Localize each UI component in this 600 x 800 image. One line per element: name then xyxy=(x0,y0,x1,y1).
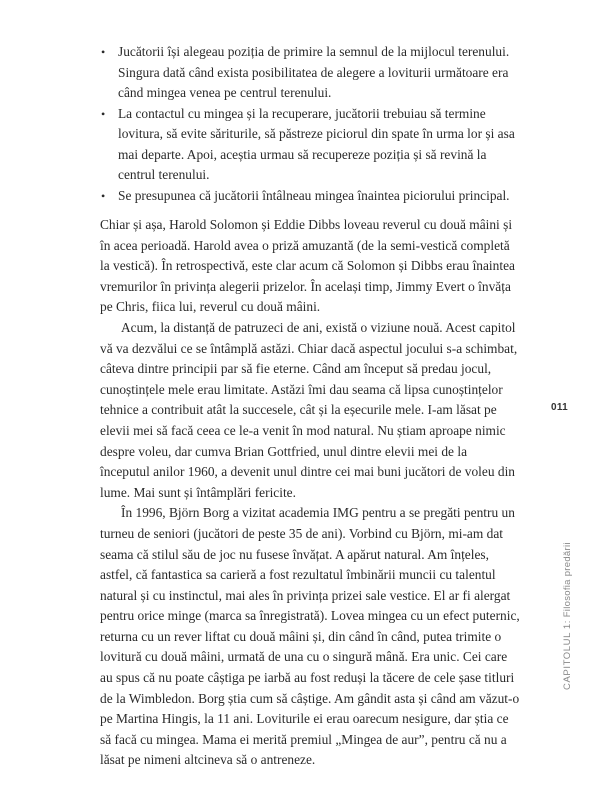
bullet-item xyxy=(100,186,520,207)
bullet-dot: • xyxy=(101,188,106,203)
running-head xyxy=(562,542,573,690)
running-head-title: Filosofia predării xyxy=(562,542,573,621)
running-head-separator: : xyxy=(562,620,573,624)
running-head-chapter: CAPITOLUL 1 xyxy=(562,623,573,690)
paragraph: În 1996, Björn Borg a vizitat academia IMG pentru a se pregăti pentru un turneu de seniori (jucători de peste 35 de ani). Vorbind cu Björn, mi-am dat seama că stilul său de joc nu fusese învățat. A apărut natural. Am înțeles, astfel, că fantastica sa carieră a fost rezultatul îmbinării muncii cu talentul natural și cu instinctul, mai ales în privința prizei sale vestice. El ar fi alergat pentru orice minge (marca sa înregistrată). Lovea mingea cu un efect puternic, returna cu un rever liftat cu două mâini și, din când în când, putea trimite o lovitură cu două mâini, urmată de una cu o singură mână. Era unic. Cei care au spus că nu poate câștiga pe iarbă au fost reduși la tăcere de cele șase titluri de la Wimbledon. Borg știa cum să câștige. Am gândit asta și când am văzut-o pe Martina Hingis, la 11 ani. Loviturile ei erau oarecum nesigure, dar știa ce să facă cu mingea. Mama ei merită premiul „Mingea de aur”, pentru că nu a lăsat pe nimeni altcineva să o antreneze. xyxy=(100,505,520,768)
bullet-text: La contactul cu mingea și la recuperare, jucătorii trebuiau să termine lovitura, să evite săriturile, să păstreze piciorul din spate în urma lor și asa mai departe. Apoi, aceștia urmau să recupereze poziția și să revină la centrul terenului. xyxy=(118,105,515,182)
bullet-list xyxy=(100,42,520,206)
paragraph: Acum, la distanță de patruzeci de ani, există o viziune nouă. Acest capitol vă va dezvălui ce se întâmplă astăzi. Chiar dacă aspectul jocului s-a schimbat, câteva dintre principii par să fie eterne. Când am început să predau jocul, cunoștințele mele erau limitate. Astăzi îmi dau seama că lipsa cunoștințelor tehnice a contribuit atât la succesele, cât și la eșecurile mele. I-am lăsat pe elevii mei să facă ceea ce le-a venit în mod natural. Nu știam aproape nimic despre voleu, dar cumva Brian Gottfried, unul dintre elevii mei de la începutul anilor 1960, a devenit unul dintre cei mai buni jucători de voleu din lume. Mai sunt și întâmplări fericite. xyxy=(100,319,518,500)
bullet-item xyxy=(100,104,520,186)
bullet-item xyxy=(100,42,520,104)
bullet-dot: • xyxy=(101,106,106,121)
bullet-dot: • xyxy=(101,45,106,59)
paragraph: Chiar și așa, Harold Solomon și Eddie Dibbs loveau reverul cu două mâini și în acea perioadă. Harold avea o priză amuzantă (de la semi-vestică completă la vestică). În retrospectivă, este clar acum că Solomon și Dibbs erau înaintea vremurilor în privința alegerii prizelor. În același timp, Jimmy Evert o învăța pe Chris, fiica lui, reverul cu două mâini. xyxy=(100,217,515,315)
bullet-text: Se presupunea că jucătorii întâlneau mingea înaintea piciorului principal. xyxy=(118,187,510,203)
body-text xyxy=(100,215,520,771)
page-number: 011 xyxy=(551,402,569,413)
bullet-text: Jucătorii își alegeau poziția de primire la semnul de la mijlocul terenului. Singura dată când exista posibilitatea de alegere a loviturii următoare era când mingea venea pe centrul terenului. xyxy=(118,44,510,100)
